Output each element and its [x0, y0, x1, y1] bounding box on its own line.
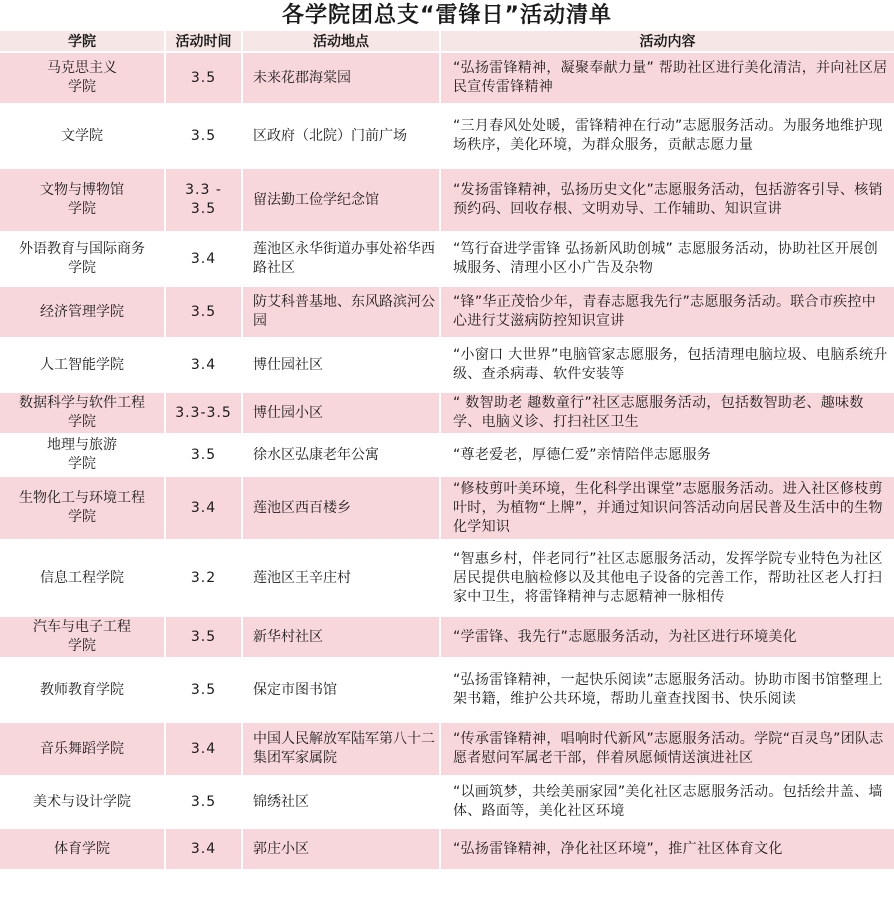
content-cell: “三月春风处处暖，雷锋精神在行动”志愿服务活动。为服务地维护现场秩序，美化环境，为群众服务，贡献志愿力量 [441, 105, 894, 167]
header-time: 活动时间 [166, 31, 243, 51]
table-row [0, 617, 894, 657]
content-cell: “尊老爱老，厚德仁爱”亲情陪伴志愿服务 [441, 435, 894, 475]
time-cell: 3.4 [166, 477, 243, 539]
table-row [0, 435, 894, 475]
table-row [0, 829, 894, 869]
college-cell: 文学院 [0, 105, 166, 167]
college-cell: 体育学院 [0, 829, 166, 869]
college-cell: 汽车与电子工程 学院 [0, 617, 166, 657]
time-cell: 3.5 [166, 777, 243, 827]
time-cell: 3.4 [166, 723, 243, 775]
content-cell: “智惠乡村，伴老同行”社区志愿服务活动，发挥学院专业特色为社区居民提供电脑检修以及其他电子设备的完善工作，帮助社区老人打扫家中卫生，将雷锋精神与志愿精神一脉相传 [441, 541, 894, 615]
content-cell: “小窗口 大世界”电脑管家志愿服务，包括清理电脑垃圾、电脑系统升级、查杀病毒、软件安装等 [441, 339, 894, 391]
time-cell: 3.5 [166, 53, 243, 103]
time-cell: 3.4 [166, 339, 243, 391]
table-row [0, 233, 894, 285]
college-cell: 经济管理学院 [0, 287, 166, 337]
time-cell: 3.3 - 3.5 [166, 169, 243, 231]
table-header-row [0, 31, 894, 51]
time-cell: 3.3-3.5 [166, 393, 243, 433]
college-cell: 文物与博物馆 学院 [0, 169, 166, 231]
table-row [0, 777, 894, 827]
content-cell: “学雷锋、我先行”志愿服务活动，为社区进行环境美化 [441, 617, 894, 657]
table-row [0, 169, 894, 231]
page-title: 各学院团总支“雷锋日”活动清单 [282, 3, 612, 28]
table-row [0, 723, 894, 775]
content-cell: “笃行奋进学雷锋 弘扬新风助创城” 志愿服务活动，协助社区开展创城服务、清理小区小广告及杂物 [441, 233, 894, 285]
activity-table [0, 29, 894, 871]
header-college: 学院 [0, 31, 166, 51]
time-cell: 3.5 [166, 435, 243, 475]
place-cell: 郭庄小区 [243, 829, 441, 869]
college-cell: 马克思主义 学院 [0, 53, 166, 103]
place-cell: 莲池区西百楼乡 [243, 477, 441, 539]
place-cell: 徐水区弘康老年公寓 [243, 435, 441, 475]
content-cell: “锋”华正茂恰少年，青春志愿我先行”志愿服务活动。联合市疾控中心进行艾滋病防控知识宣讲 [441, 287, 894, 337]
time-cell: 3.2 [166, 541, 243, 615]
place-cell: 防艾科普基地、东风路滨河公园 [243, 287, 441, 337]
table-row [0, 541, 894, 615]
table-row [0, 287, 894, 337]
content-cell: “发扬雷锋精神，弘扬历史文化”志愿服务活动，包括游客引导、核销预约码、回收存根、文明劝导、工作辅助、知识宣讲 [441, 169, 894, 231]
place-cell: 莲池区永华街道办事处裕华西路社区 [243, 233, 441, 285]
content-cell: “弘扬雷锋精神，净化社区环境”，推广社区体育文化 [441, 829, 894, 869]
content-cell: “传承雷锋精神，唱响时代新风”志愿服务活动。学院“百灵鸟”团队志愿者慰问军属老干部，伴着夙愿倾情送演进社区 [441, 723, 894, 775]
college-cell: 地理与旅游 学院 [0, 435, 166, 475]
place-cell: 新华村社区 [243, 617, 441, 657]
content-cell: “修枝剪叶美环境，生化科学出课堂”志愿服务活动。进入社区修枝剪叶时，为植物“上牌”，并通过知识问答活动向居民普及生活中的生物化学知识 [441, 477, 894, 539]
table-row [0, 659, 894, 721]
table-row [0, 105, 894, 167]
place-cell: 保定市图书馆 [243, 659, 441, 721]
college-cell: 人工智能学院 [0, 339, 166, 391]
place-cell: 博仕园小区 [243, 393, 441, 433]
table-row [0, 339, 894, 391]
place-cell: 留法勤工俭学纪念馆 [243, 169, 441, 231]
content-cell: “以画筑梦，共绘美丽家园”美化社区志愿服务活动。包括绘井盖、墙体、路面等，美化社区环境 [441, 777, 894, 827]
table-row [0, 393, 894, 433]
place-cell: 博仕园社区 [243, 339, 441, 391]
place-cell: 中国人民解放军陆军第八十二集团军家属院 [243, 723, 441, 775]
table-row [0, 53, 894, 103]
time-cell: 3.5 [166, 659, 243, 721]
college-cell: 信息工程学院 [0, 541, 166, 615]
place-cell: 区政府（北院）门前广场 [243, 105, 441, 167]
place-cell: 未来花郡海棠园 [243, 53, 441, 103]
header-place: 活动地点 [243, 31, 441, 51]
college-cell: 美术与设计学院 [0, 777, 166, 827]
college-cell: 音乐舞蹈学院 [0, 723, 166, 775]
content-cell: “弘扬雷锋精神，凝聚奉献力量” 帮助社区进行美化清洁，并向社区居民宣传雷锋精神 [441, 53, 894, 103]
place-cell: 锦绣社区 [243, 777, 441, 827]
content-cell: “ 数智助老 趣数童行”社区志愿服务活动，包括数智助老、趣味数学、电脑义诊、打扫社区卫生 [441, 393, 894, 433]
college-cell: 教师教育学院 [0, 659, 166, 721]
time-cell: 3.4 [166, 829, 243, 869]
place-cell: 莲池区王辛庄村 [243, 541, 441, 615]
time-cell: 3.5 [166, 617, 243, 657]
college-cell: 数据科学与软件工程 学院 [0, 393, 166, 433]
time-cell: 3.5 [166, 105, 243, 167]
header-content: 活动内容 [441, 31, 894, 51]
content-cell: “弘扬雷锋精神，一起快乐阅读”志愿服务活动。协助市图书馆整理上架书籍，维护公共环境，帮助儿童查找图书、快乐阅读 [441, 659, 894, 721]
table-row [0, 477, 894, 539]
college-cell: 外语教育与国际商务 学院 [0, 233, 166, 285]
time-cell: 3.4 [166, 233, 243, 285]
college-cell: 生物化工与环境工程 学院 [0, 477, 166, 539]
time-cell: 3.5 [166, 287, 243, 337]
